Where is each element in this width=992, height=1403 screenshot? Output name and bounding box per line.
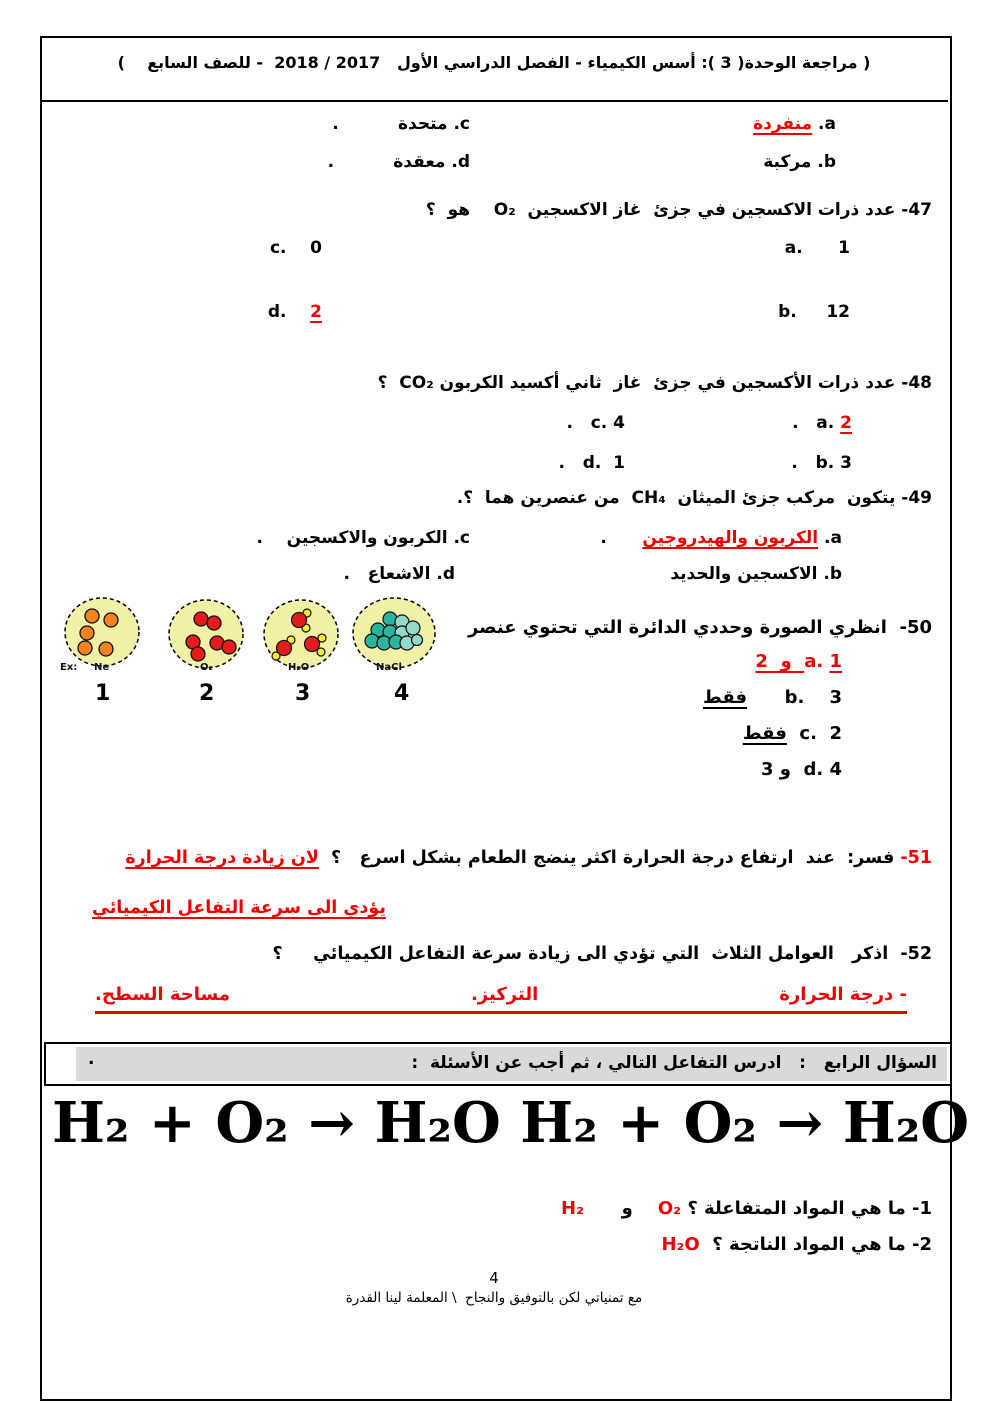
- section4-q2-text: 2- ما هي المواد الناتجة ؟: [699, 1234, 932, 1255]
- q51-text: [125, 846, 932, 871]
- q47-option-d-key: d.: [267, 302, 311, 322]
- q47-option-b: b. 12: [778, 302, 850, 322]
- diagram-label-nacl: NaCl: [376, 662, 402, 673]
- q52-answer-temperature: - درجة الحرارة: [779, 984, 907, 1005]
- diagram-label-o2: O₂: [200, 662, 213, 673]
- section4-q2-product-h2o: H₂O: [661, 1234, 700, 1255]
- section4-q1-reactant-h2: H₂: [561, 1198, 584, 1219]
- q50-option-b-word: فقط: [703, 687, 748, 708]
- q49-option-b: b. الاكسجين والحديد: [670, 564, 842, 584]
- q49-option-a-key: a.: [818, 528, 842, 548]
- page-title: ( مراجعة الوحدة( 3 ): أسس الكيمياء - الفصل الدراسي الأول 2017 / 2018 - للصف السابع ): [117, 53, 871, 72]
- q51-question: فسر: عند ارتفاع درجة الحرارة اكثر ينضج الطعام بشكل اسرع ؟: [318, 848, 901, 868]
- q47-option-a: a. 1: [784, 238, 850, 258]
- q48-answer: 2: [840, 413, 852, 433]
- diagram-label-ne: Ne: [94, 662, 110, 673]
- q52-answer-surface-area: مساحة السطح.: [95, 984, 230, 1005]
- q48-option-a-dot: .: [792, 413, 817, 433]
- q51-number: 51-: [900, 848, 932, 868]
- section4-q1-conjunction: و: [584, 1198, 658, 1219]
- q48-option-a: [792, 412, 852, 436]
- q48-option-d: d. 1 .: [558, 453, 625, 473]
- section-four-banner: [44, 1042, 952, 1086]
- q50-option-a-key: a.: [804, 651, 830, 672]
- diagram-label-h2o: H₂O: [288, 662, 310, 673]
- q48-text: 48- عدد ذرات الأكسجين في جزئ غاز ثاني أكسيد الكربون CO₂ ؟: [377, 373, 932, 393]
- q46-option-a: [753, 113, 836, 137]
- particle-diagram-h2o: [262, 598, 340, 670]
- q46-answer: منفردة: [753, 114, 813, 134]
- diagram-example-label: Ex:: [60, 662, 78, 673]
- q50-option-b: [703, 685, 842, 710]
- q49-option-d: d. الاشعاع .: [343, 564, 455, 584]
- q50-text: 50- انظري الصورة وحددي الدائرة التي تحتوي عنصر: [467, 617, 932, 638]
- section-four-title: السؤال الرابع : ادرس التفاعل التالي ، ثم أجب عن الأسئلة :: [411, 1053, 937, 1073]
- particle-diagram-nacl: [350, 595, 438, 671]
- particle-diagram-o2: [167, 598, 245, 670]
- diagram-number-4: 4: [394, 681, 410, 706]
- q49-option-c: c. الكربون والاكسجين .: [256, 528, 470, 548]
- section4-question-2: [661, 1232, 932, 1257]
- q47-text: 47- عدد ذرات الاكسجين في جزئ غاز الاكسجين O₂ هو ؟: [425, 200, 932, 220]
- q52-answer: [95, 984, 907, 1014]
- diagram-number-3: 3: [295, 681, 311, 706]
- q52-answer-concentration: التركيز.: [470, 984, 539, 1005]
- q50-option-c-key: c. 2: [786, 723, 842, 744]
- q46-option-a-key: a.: [812, 114, 836, 134]
- q51-answer-part1: لان زيادة درجة الحرارة: [125, 848, 319, 868]
- q46-option-b: b. مركبة: [763, 152, 836, 172]
- diagram-number-1: 1: [95, 681, 111, 706]
- q51-answer-part2: يؤدي الى سرعة التفاعل الكيميائي: [92, 898, 386, 918]
- q50-option-d: d. 4 و 3: [760, 759, 842, 780]
- header-divider: [40, 100, 948, 102]
- q46-option-c: c. متحدة .: [332, 114, 470, 134]
- banner-dot: .: [88, 1049, 95, 1069]
- q50-answer: 1 و 2: [755, 651, 842, 672]
- section4-question-1: [561, 1196, 932, 1221]
- q50-option-c-word: فقط: [742, 723, 787, 744]
- q50-option-a: [755, 649, 842, 674]
- q48-option-c: c. 4 .: [566, 413, 625, 433]
- q49-text: 49- يتكون مركب جزئ الميثان CH₄ من عنصرين هما ؟.: [456, 488, 932, 508]
- section4-q1-reactant-o2: O₂: [657, 1198, 682, 1219]
- q48-option-a-key: a.: [816, 413, 841, 433]
- q52-text: 52- اذكر العوامل الثلاث التي تؤدي الى زيادة سرعة التفاعل الكيميائي ؟: [272, 944, 932, 964]
- footer-note: مع تمنياتي لكن بالتوفيق والنجاح \ المعلمة لينا القدرة: [345, 1290, 643, 1306]
- page-number: 4: [489, 1269, 499, 1287]
- chemical-equation: H₂ + O₂ → H₂O H₂ + O₂ → H₂O: [52, 1090, 970, 1156]
- q47-option-d: [268, 301, 322, 325]
- particle-diagram-ne: [63, 596, 141, 668]
- q49-option-a-dot: .: [600, 528, 643, 548]
- q50-option-c: [743, 721, 842, 746]
- q46-option-d: d. معقدة .: [327, 152, 470, 172]
- banner-highlight: [76, 1047, 947, 1081]
- q47-answer: 2: [310, 302, 322, 322]
- q49-option-a: [600, 527, 842, 551]
- q48-option-b: b. 3 .: [791, 453, 852, 473]
- diagram-number-2: 2: [199, 681, 215, 706]
- q49-answer: الكربون والهيدروجين: [642, 528, 819, 548]
- section4-q1-text: 1- ما هي المواد المتفاعلة ؟: [681, 1198, 932, 1219]
- q50-option-b-key: b. 3: [747, 687, 842, 708]
- q47-option-c: c. 0: [269, 238, 322, 258]
